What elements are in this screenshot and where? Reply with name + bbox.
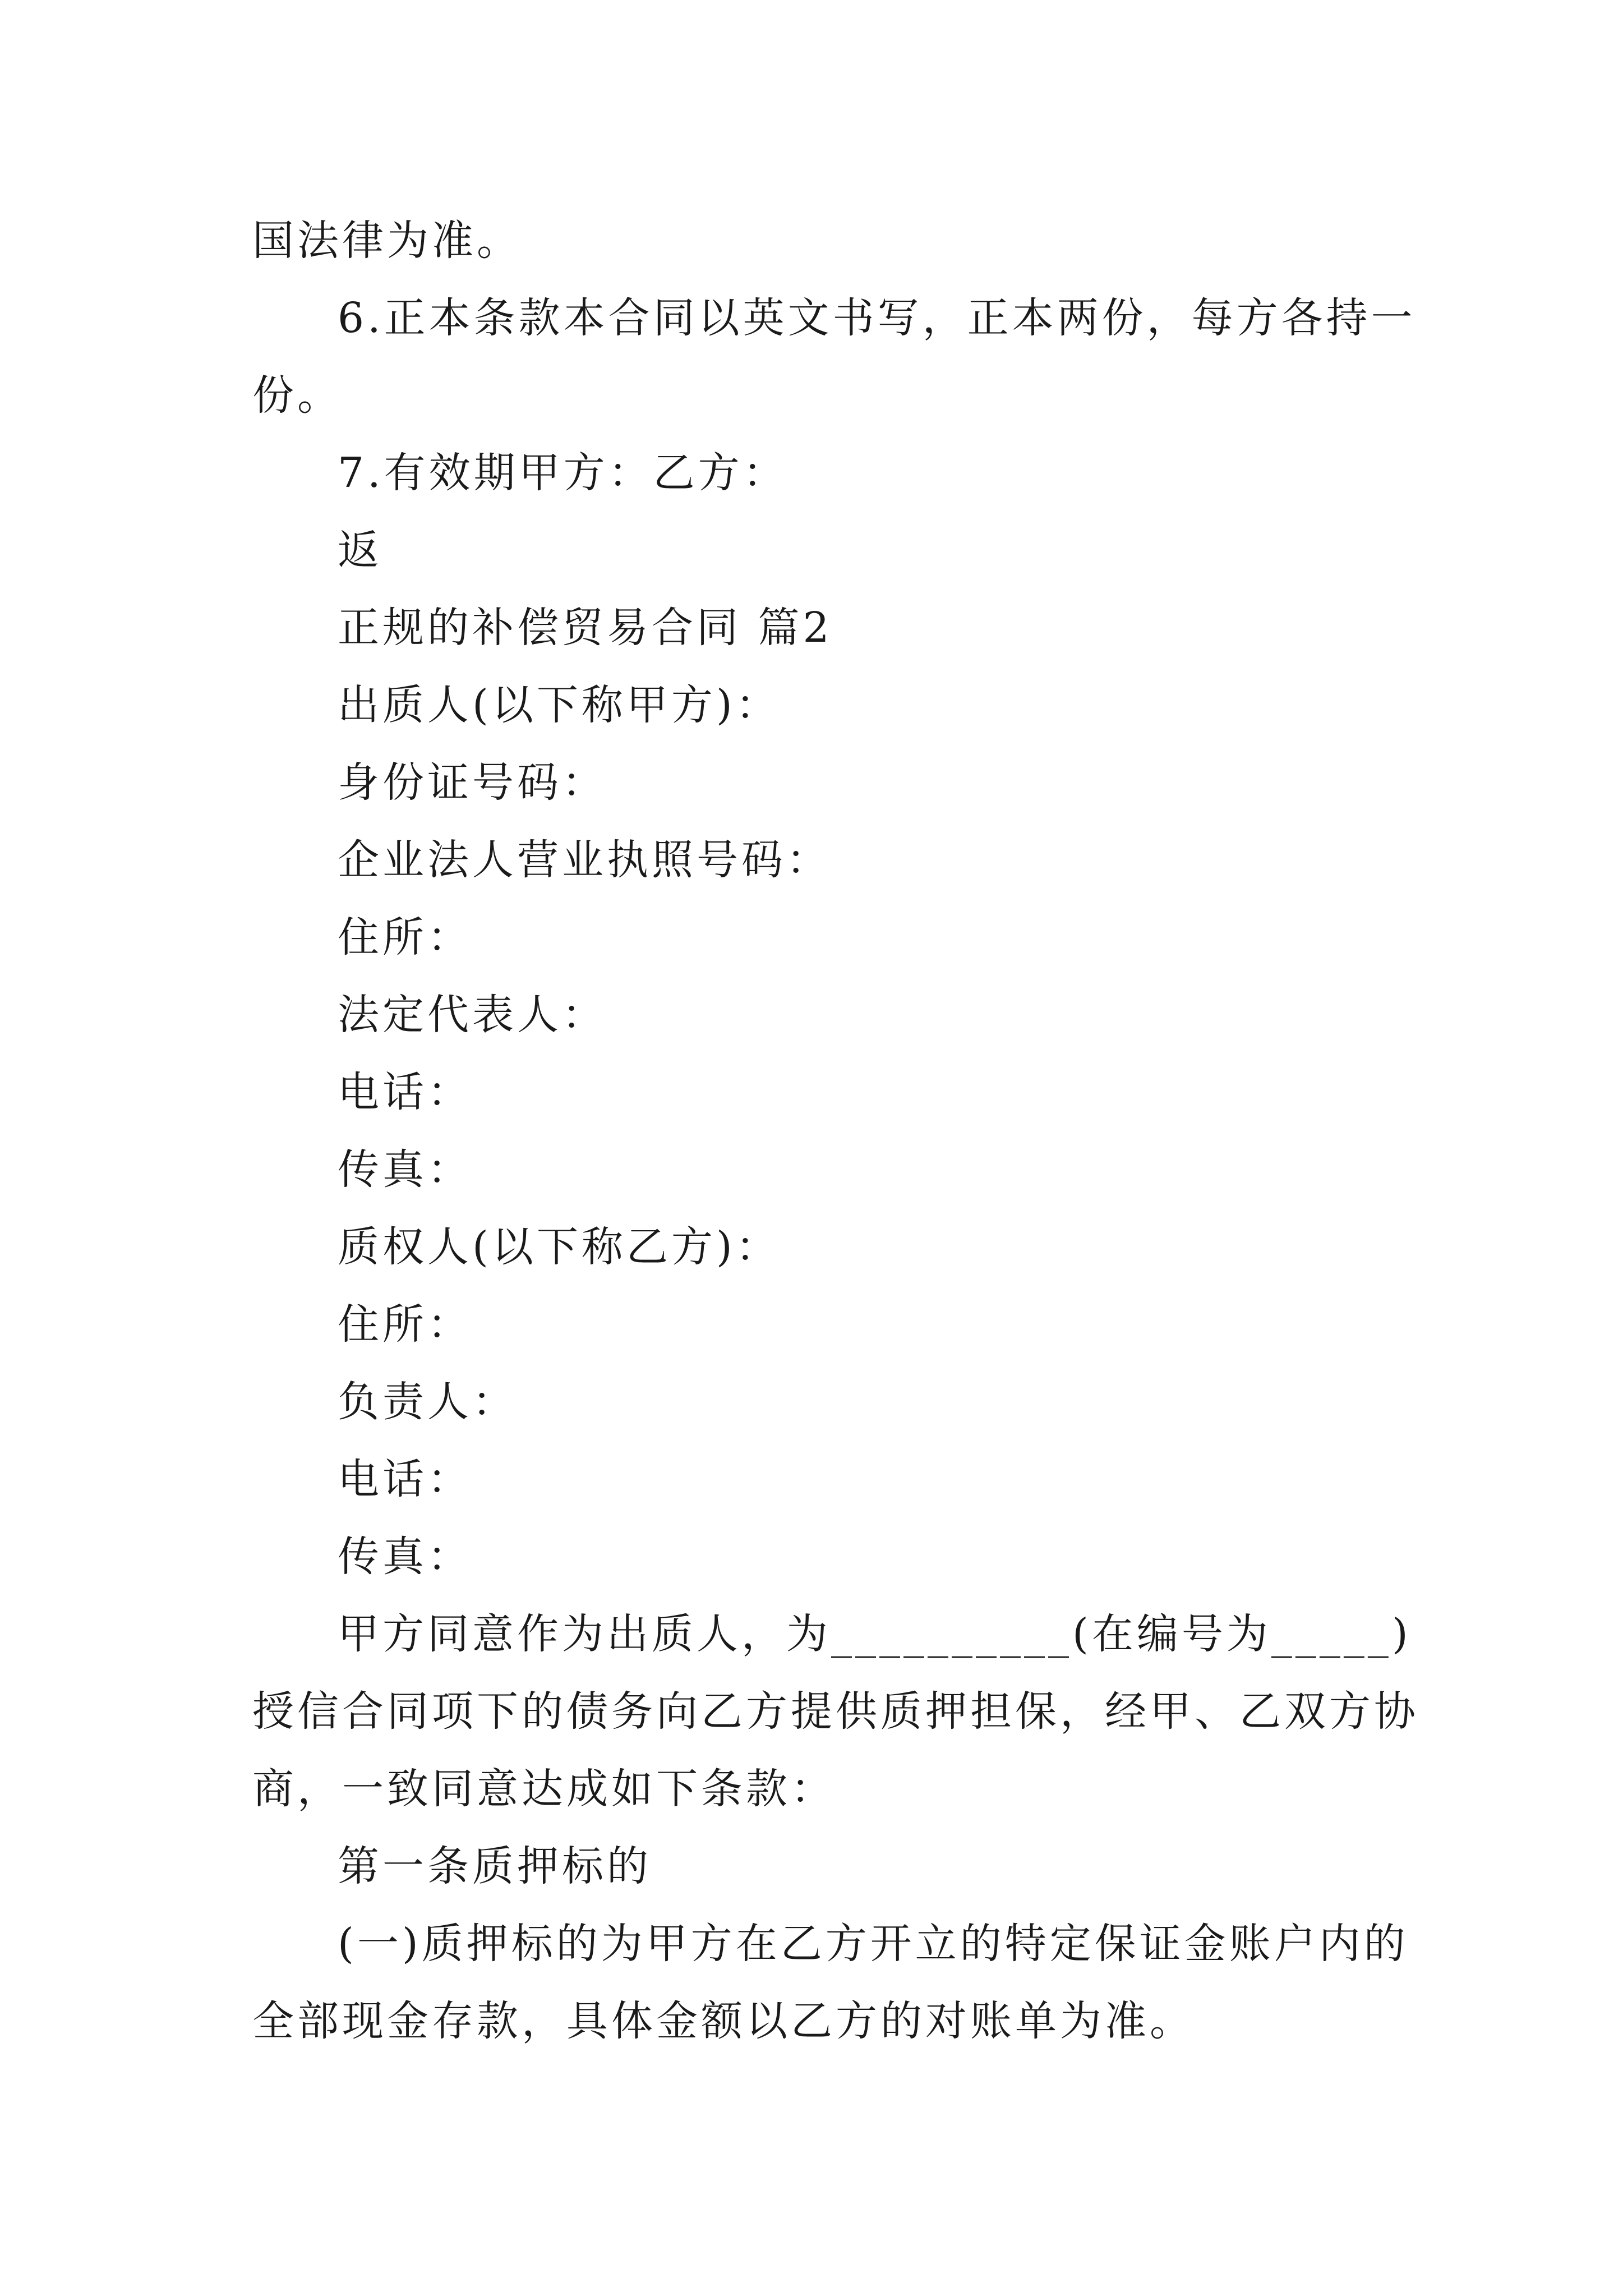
text-line: 法定代表人： bbox=[338, 991, 607, 1039]
text-line: 负责人： bbox=[338, 1378, 517, 1426]
text-line: 7.有效期甲方：乙方： bbox=[338, 449, 788, 497]
text-line: (一)质押标的为甲方在乙方开立的特定保证金账户内的 bbox=[338, 1920, 1409, 1968]
text-line: 传真： bbox=[338, 1145, 472, 1194]
section-heading: 正规的补偿贸易合同 篇2 bbox=[338, 604, 833, 652]
text-line: 电话： bbox=[338, 1455, 472, 1503]
text-line: 份。 bbox=[252, 371, 342, 420]
text-line: 电话： bbox=[338, 1068, 472, 1116]
text-line: 国法律为准。 bbox=[252, 217, 522, 265]
text-line: 商，一致同意达成如下条款： bbox=[252, 1765, 836, 1813]
text-line: 全部现金存款，具体金额以乙方的对账单为准。 bbox=[252, 1997, 1195, 2045]
text-line: 返 bbox=[338, 526, 382, 574]
text-line: 传真： bbox=[338, 1533, 472, 1581]
text-line: 质权人(以下称乙方)： bbox=[338, 1223, 781, 1271]
text-line: 第一条质押标的 bbox=[338, 1842, 652, 1890]
text-line: 企业法人营业执照号码： bbox=[338, 836, 831, 884]
text-line: 出质人(以下称甲方)： bbox=[338, 681, 781, 729]
text-line: 身份证号码： bbox=[338, 758, 607, 807]
text-line: 住所： bbox=[338, 913, 472, 961]
text-line: 授信合同项下的债务向乙方提供质押担保，经甲、乙双方协 bbox=[252, 1687, 1419, 1736]
text-line: 甲方同意作为出质人，为__________(在编号为_____) bbox=[338, 1610, 1412, 1658]
text-line: 6.正本条款本合同以英文书写，正本两份，每方各持一 bbox=[338, 294, 1416, 342]
text-line: 住所： bbox=[338, 1300, 472, 1349]
